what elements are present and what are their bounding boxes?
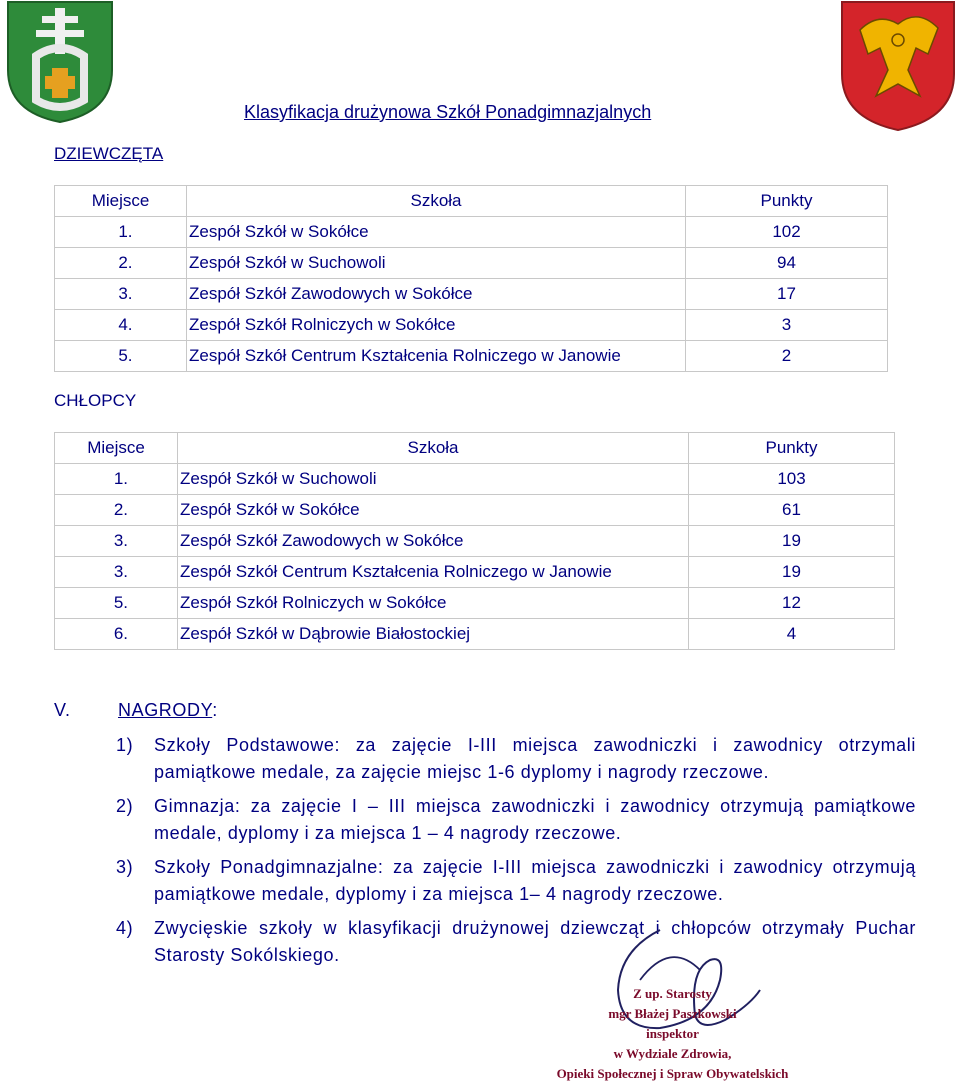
prize-text: Szkoły Podstawowe: za zajęcie I-III miejsca zawodniczki i zawodnicy otrzymali pamiątkowe medale, za zajęcie miejsc 1-6 dyplomy i nagrody rzeczowe.	[154, 735, 916, 782]
place-cell: 5.	[118, 346, 133, 365]
school-cell: Zespół Szkół Zawodowych w Sokółce	[178, 526, 689, 557]
school-cell: Zespół Szkół w Dąbrowie Białostockiej	[178, 619, 689, 650]
points-cell: 3	[686, 310, 888, 341]
school-cell: Zespół Szkół w Sokółce	[178, 495, 689, 526]
prizes-heading-colon: :	[212, 700, 218, 720]
header-school: Szkoła	[178, 433, 689, 464]
table-row	[55, 248, 888, 279]
stamp-line: inspektor	[646, 1026, 699, 1041]
place-cell: 3.	[118, 284, 133, 303]
document-title: Klasyfikacja drużynowa Szkół Ponadgimnazjalnych	[244, 102, 652, 122]
header-place: Miejsce	[55, 433, 178, 464]
points-cell: 61	[689, 495, 895, 526]
points-cell: 102	[686, 217, 888, 248]
prizes-heading	[54, 700, 916, 726]
list-item	[54, 915, 916, 969]
prize-number: 1)	[116, 735, 134, 755]
prizes-heading-text: NAGRODY	[118, 700, 213, 720]
table-row	[55, 341, 888, 372]
prize-number: 2)	[116, 796, 134, 816]
place-cell: 2.	[118, 253, 133, 272]
stamp-line: w Wydziale Zdrowia,	[613, 1046, 732, 1061]
school-cell: Zespół Szkół Rolniczych w Sokółce	[178, 588, 689, 619]
table-row	[55, 619, 895, 650]
school-cell: Zespół Szkół Zawodowych w Sokółce	[187, 279, 686, 310]
list-item	[54, 854, 916, 908]
header-place: Miejsce	[55, 186, 187, 217]
header-school: Szkoła	[187, 186, 686, 217]
points-cell: 103	[689, 464, 895, 495]
stamp-line: mgr Błażej Paszkowski	[608, 1006, 737, 1021]
table-row	[55, 588, 895, 619]
points-cell: 17	[686, 279, 888, 310]
points-cell: 94	[686, 248, 888, 279]
school-cell: Zespół Szkół w Suchowoli	[187, 248, 686, 279]
table-header-row	[55, 433, 895, 464]
table-row	[55, 464, 895, 495]
table-row	[55, 310, 888, 341]
table-row	[55, 495, 895, 526]
school-cell: Zespół Szkół w Sokółce	[187, 217, 686, 248]
crest-left-icon	[4, 0, 116, 124]
crest-right-icon	[838, 0, 958, 132]
table-row	[55, 217, 888, 248]
points-cell: 19	[689, 526, 895, 557]
prize-text: Gimnazja: za zajęcie I – III miejsca zawodniczki i zawodnicy otrzymują pamiątkowe medale, dyplomy i za miejsca 1 – 4 nagrody rzeczowe.	[154, 796, 916, 843]
boys-section-label: CHŁOPCY	[54, 391, 137, 410]
place-cell: 3.	[113, 562, 128, 581]
table-row	[55, 279, 888, 310]
place-cell: 6.	[113, 624, 128, 643]
prizes-section	[54, 700, 916, 976]
section-number: V.	[54, 700, 71, 720]
school-cell: Zespół Szkół Centrum Kształcenia Rolniczego w Janowie	[187, 341, 686, 372]
school-cell: Zespół Szkół w Suchowoli	[178, 464, 689, 495]
prize-text: Zwycięskie szkoły w klasyfikacji drużynowej dziewcząt i chłopców otrzymały Puchar Starosty Sokólskiego.	[154, 918, 916, 965]
table-header-row	[55, 186, 888, 217]
school-cell: Zespół Szkół Centrum Kształcenia Rolniczego w Janowie	[178, 557, 689, 588]
list-item	[54, 793, 916, 847]
school-cell: Zespół Szkół Rolniczych w Sokółce	[187, 310, 686, 341]
points-cell: 19	[689, 557, 895, 588]
stamp-line: Z up. Starosty	[633, 986, 712, 1001]
prize-number: 3)	[116, 857, 134, 877]
points-cell: 12	[689, 588, 895, 619]
header-points: Punkty	[686, 186, 888, 217]
place-cell: 1.	[113, 469, 128, 488]
header-points: Punkty	[689, 433, 895, 464]
place-cell: 4.	[118, 315, 133, 334]
girls-results-table	[54, 185, 888, 372]
table-row	[55, 526, 895, 557]
place-cell: 2.	[113, 500, 128, 519]
points-cell: 4	[689, 619, 895, 650]
place-cell: 1.	[118, 222, 133, 241]
stamp-line: Opieki Społecznej i Spraw Obywatelskich	[556, 1066, 789, 1081]
list-item	[54, 732, 916, 786]
table-row	[55, 557, 895, 588]
place-cell: 3.	[113, 531, 128, 550]
boys-results-table	[54, 432, 895, 650]
place-cell: 5.	[113, 593, 128, 612]
girls-section-label: DZIEWCZĘTA	[54, 144, 164, 163]
prize-number: 4)	[116, 918, 134, 938]
signature-stamp	[520, 984, 825, 1084]
prize-text: Szkoły Ponadgimnazjalne: za zajęcie I-III miejsca zawodniczki i zawodnicy otrzymują pamiątkowe medale, dyplomy i za miejsca 1– 4 nagrody rzeczowe.	[154, 857, 916, 904]
points-cell: 2	[686, 341, 888, 372]
